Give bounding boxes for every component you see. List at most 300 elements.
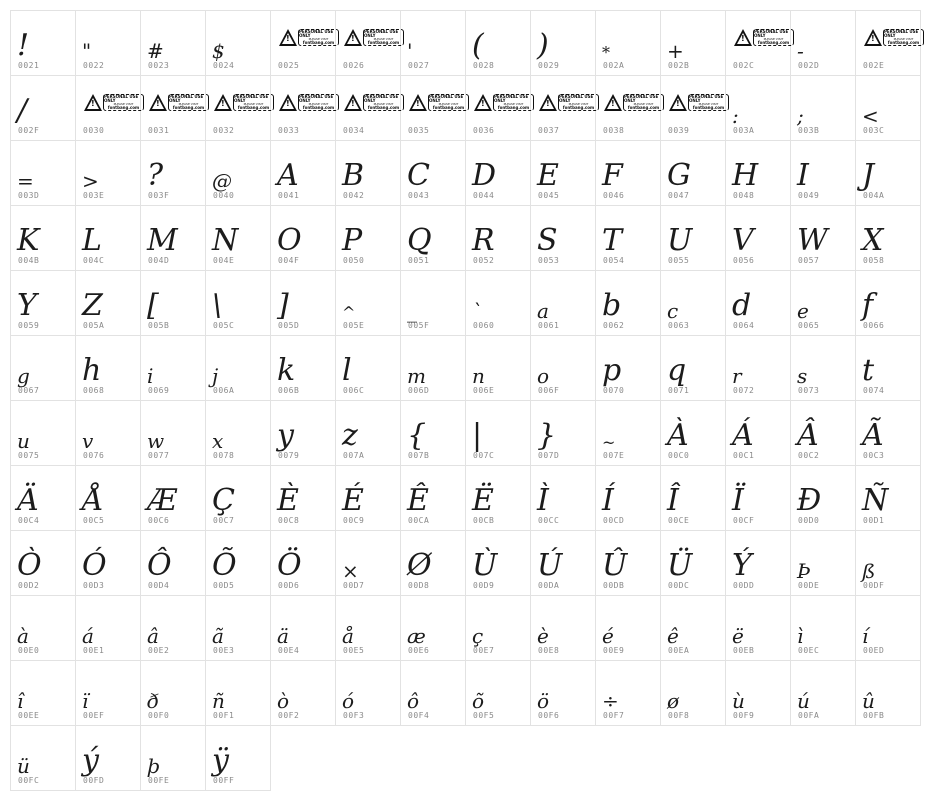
glyph-cell-0048[interactable] [725, 140, 791, 206]
glyph-cell-007c[interactable] [465, 400, 531, 466]
glyph-cell-00cc[interactable] [530, 465, 596, 531]
glyph-cell-0027[interactable] [400, 10, 466, 76]
glyph-cell-004a[interactable] [855, 140, 921, 206]
glyph-cell-0053[interactable] [530, 205, 596, 271]
glyph-cell-0035[interactable] [400, 75, 466, 141]
glyph-cell-0037[interactable] [530, 75, 596, 141]
glyph-cell-004d[interactable] [140, 205, 206, 271]
glyph-cell-0023[interactable] [140, 10, 206, 76]
glyph-preview: X [862, 223, 884, 258]
glyph-preview: Ò [17, 548, 42, 583]
glyph-preview: M [147, 223, 178, 258]
glyph-preview: õ [472, 689, 485, 713]
glyph-preview: ù [732, 689, 745, 713]
glyph-cell-0050[interactable] [335, 205, 401, 271]
glyph-preview: g [17, 364, 30, 388]
glyph-cell-00c6[interactable] [140, 465, 206, 531]
glyph-cell-005a[interactable] [75, 270, 141, 336]
glyph-codepoint: 004C [83, 256, 105, 265]
glyph-cell-00f3[interactable] [335, 660, 401, 726]
glyph-codepoint: 00C5 [83, 516, 105, 525]
glyph-codepoint: 004D [148, 256, 170, 265]
glyph-cell-005e[interactable] [335, 270, 401, 336]
glyph-cell-00c9[interactable] [335, 465, 401, 531]
glyph-cell-003f[interactable] [140, 140, 206, 206]
glyph-cell-0036[interactable] [465, 75, 531, 141]
badge-line-1: PERSONAL USE ONLY [559, 93, 594, 103]
glyph-preview: ^ [342, 303, 356, 322]
glyph-codepoint: 00ED [863, 646, 885, 655]
glyph-codepoint: 006D [408, 386, 430, 395]
glyph-cell-0033[interactable] [270, 75, 336, 141]
badge-text-box [883, 29, 924, 46]
glyph-cell-0078[interactable] [205, 400, 271, 466]
glyph-cell-00c2[interactable] [790, 400, 856, 466]
personal-use-badge [84, 92, 144, 112]
glyph-codepoint: 006B [278, 386, 300, 395]
glyph-cell-00cb[interactable] [465, 465, 531, 531]
glyph-preview: I [797, 158, 809, 193]
glyph-cell-0075[interactable] [10, 400, 76, 466]
glyph-preview: ( [472, 28, 484, 63]
glyph-cell-00f0[interactable] [140, 660, 206, 726]
glyph-cell-00e0[interactable] [10, 595, 76, 661]
glyph-cell-006d[interactable] [400, 335, 466, 401]
glyph-preview: Ø [407, 548, 432, 583]
glyph-cell-00e5[interactable] [335, 595, 401, 661]
glyph-preview: Ù [472, 548, 498, 583]
glyph-cell-0073[interactable] [790, 335, 856, 401]
glyph-cell-0062[interactable] [595, 270, 661, 336]
glyph-cell-0057[interactable] [790, 205, 856, 271]
glyph-cell-00fc[interactable] [10, 725, 76, 791]
glyph-preview: } [537, 418, 557, 453]
glyph-cell-0034[interactable] [335, 75, 401, 141]
glyph-cell-0070[interactable] [595, 335, 661, 401]
glyph-preview: G [667, 158, 691, 193]
badge-line-2: PLEASE VISIT [698, 101, 719, 106]
glyph-preview: [ [147, 288, 159, 323]
glyph-codepoint: 00FC [18, 776, 40, 785]
glyph-cell-0060[interactable] [465, 270, 531, 336]
glyph-preview: ] [277, 288, 289, 323]
glyph-cell-0046[interactable] [595, 140, 661, 206]
glyph-cell-007e[interactable] [595, 400, 661, 466]
glyph-codepoint: 0030 [83, 126, 105, 135]
glyph-cell-00ef[interactable] [75, 660, 141, 726]
glyph-cell-0038[interactable] [595, 75, 661, 141]
glyph-codepoint: 003C [863, 126, 885, 135]
glyph-cell-0072[interactable] [725, 335, 791, 401]
badge-line-1: PERSONAL USE ONLY [234, 93, 269, 103]
glyph-cell-00c0[interactable] [660, 400, 726, 466]
glyph-cell-0044[interactable] [465, 140, 531, 206]
glyph-cell-0067[interactable] [10, 335, 76, 401]
glyph-cell-00eb[interactable] [725, 595, 791, 661]
glyph-cell-0040[interactable] [205, 140, 271, 206]
glyph-cell-002a[interactable] [595, 10, 661, 76]
glyph-cell-0041[interactable] [270, 140, 336, 206]
glyph-cell-0032[interactable] [205, 75, 271, 141]
glyph-cell-00f5[interactable] [465, 660, 531, 726]
glyph-cell-00e2[interactable] [140, 595, 206, 661]
glyph-codepoint: 00D0 [798, 516, 820, 525]
glyph-codepoint: 00E6 [408, 646, 430, 655]
glyph-codepoint: 0070 [603, 386, 625, 395]
badge-line-1: PERSONAL USE ONLY [364, 93, 399, 103]
glyph-cell-00d1[interactable] [855, 465, 921, 531]
glyph-cell-005b[interactable] [140, 270, 206, 336]
personal-use-badge [149, 92, 209, 112]
glyph-cell-0063[interactable] [660, 270, 726, 336]
glyph-codepoint: 0041 [278, 191, 300, 200]
glyph-cell-00f1[interactable] [205, 660, 271, 726]
glyph-codepoint: 0038 [603, 126, 625, 135]
glyph-codepoint: 0060 [473, 321, 495, 330]
glyph-cell-002f[interactable] [10, 75, 76, 141]
glyph-cell-007b[interactable] [400, 400, 466, 466]
glyph-cell-0039[interactable] [660, 75, 726, 141]
glyph-cell-005d[interactable] [270, 270, 336, 336]
glyph-cell-00db[interactable] [595, 530, 661, 596]
glyph-cell-00de[interactable] [790, 530, 856, 596]
glyph-preview: ì [797, 624, 804, 648]
glyph-cell-00e1[interactable] [75, 595, 141, 661]
glyph-preview: _ [407, 299, 417, 323]
glyph-preview: O [277, 223, 302, 258]
glyph-preview: C [407, 158, 430, 193]
glyph-cell-00fd[interactable] [75, 725, 141, 791]
glyph-codepoint: 00E1 [83, 646, 105, 655]
glyph-cell-00ea[interactable] [660, 595, 726, 661]
glyph-preview: { [407, 418, 427, 453]
glyph-preview: f [862, 288, 874, 323]
glyph-cell-00d2[interactable] [10, 530, 76, 596]
glyph-preview: è [537, 624, 549, 648]
glyph-cell-00ca[interactable] [400, 465, 466, 531]
glyph-cell-00cf[interactable] [725, 465, 791, 531]
glyph-cell-002c[interactable] [725, 10, 791, 76]
glyph-cell-0071[interactable] [660, 335, 726, 401]
glyph-cell-0064[interactable] [725, 270, 791, 336]
glyph-cell-00fe[interactable] [140, 725, 206, 791]
glyph-cell-00ff[interactable] [205, 725, 271, 791]
glyph-codepoint: 00CC [538, 516, 560, 525]
glyph-cell-003b[interactable] [790, 75, 856, 141]
personal-use-badge [734, 27, 794, 47]
glyph-codepoint: 002D [798, 61, 820, 70]
glyph-cell-0028[interactable] [465, 10, 531, 76]
glyph-cell-0026[interactable] [335, 10, 401, 76]
glyph-cell-0045[interactable] [530, 140, 596, 206]
glyph-cell-0024[interactable] [205, 10, 271, 76]
glyph-codepoint: 0034 [343, 126, 365, 135]
glyph-cell-006f[interactable] [530, 335, 596, 401]
glyph-cell-00f8[interactable] [660, 660, 726, 726]
glyph-cell-0049[interactable] [790, 140, 856, 206]
glyph-cell-007a[interactable] [335, 400, 401, 466]
glyph-cell-00ed[interactable] [855, 595, 921, 661]
glyph-codepoint: 0073 [798, 386, 820, 395]
glyph-cell-004b[interactable] [10, 205, 76, 271]
glyph-preview: A [277, 158, 299, 193]
glyph-preview: ` [472, 299, 482, 323]
glyph-cell-00e4[interactable] [270, 595, 336, 661]
glyph-preview: J [862, 158, 875, 193]
badge-line-1: PERSONAL USE ONLY [494, 93, 529, 103]
glyph-preview: É [342, 483, 364, 518]
glyph-cell-00c8[interactable] [270, 465, 336, 531]
glyph-preview: F [602, 158, 623, 193]
glyph-codepoint: 0075 [18, 451, 40, 460]
glyph-codepoint: 00E9 [603, 646, 625, 655]
badge-line-3: fontbang.com [562, 104, 595, 110]
glyph-cell-0079[interactable] [270, 400, 336, 466]
glyph-cell-0061[interactable] [530, 270, 596, 336]
badge-line-2: PLEASE VISIT [178, 101, 199, 106]
glyph-preview: q [667, 353, 687, 388]
glyph-preview: T [602, 223, 623, 258]
glyph-cell-004c[interactable] [75, 205, 141, 271]
glyph-cell-0052[interactable] [465, 205, 531, 271]
badge-line-3: fontbang.com [237, 104, 270, 110]
badge-text-box [363, 94, 404, 111]
glyph-cell-00d0[interactable] [790, 465, 856, 531]
glyph-preview: # [147, 39, 164, 63]
glyph-cell-00e3[interactable] [205, 595, 271, 661]
glyph-codepoint: 0069 [148, 386, 170, 395]
glyph-cell-003e[interactable] [75, 140, 141, 206]
glyph-cell-0074[interactable] [855, 335, 921, 401]
glyph-codepoint: 005A [83, 321, 105, 330]
glyph-cell-0056[interactable] [725, 205, 791, 271]
personal-use-badge [474, 92, 534, 112]
glyph-cell-0051[interactable] [400, 205, 466, 271]
glyph-preview: Ö [277, 548, 302, 583]
glyph-preview: k [277, 353, 296, 388]
glyph-codepoint: 00EF [83, 711, 105, 720]
glyph-codepoint: 0045 [538, 191, 560, 200]
badge-line-2: PLEASE VISIT [633, 101, 654, 106]
badge-line-1: PERSONAL USE ONLY [299, 28, 334, 38]
glyph-cell-004e[interactable] [205, 205, 271, 271]
glyph-cell-0076[interactable] [75, 400, 141, 466]
glyph-cell-00c1[interactable] [725, 400, 791, 466]
glyph-cell-003a[interactable] [725, 75, 791, 141]
glyph-cell-00e8[interactable] [530, 595, 596, 661]
glyph-cell-00ee[interactable] [10, 660, 76, 726]
glyph-cell-007d[interactable] [530, 400, 596, 466]
glyph-cell-00d8[interactable] [400, 530, 466, 596]
glyph-cell-0055[interactable] [660, 205, 726, 271]
glyph-preview: í [862, 624, 869, 648]
glyph-cell-00d6[interactable] [270, 530, 336, 596]
glyph-codepoint: 0021 [18, 61, 40, 70]
glyph-codepoint: 0035 [408, 126, 430, 135]
glyph-cell-0077[interactable] [140, 400, 206, 466]
glyph-cell-00da[interactable] [530, 530, 596, 596]
glyph-preview: p [602, 353, 622, 388]
glyph-cell-004f[interactable] [270, 205, 336, 271]
glyph-cell-0029[interactable] [530, 10, 596, 76]
glyph-codepoint: 00C4 [18, 516, 40, 525]
glyph-cell-005c[interactable] [205, 270, 271, 336]
glyph-codepoint: 0074 [863, 386, 885, 395]
personal-use-badge [344, 92, 404, 112]
glyph-codepoint: 00FB [863, 711, 885, 720]
glyph-preview: ó [342, 689, 355, 713]
glyph-cell-006c[interactable] [335, 335, 401, 401]
glyph-codepoint: 005F [408, 321, 430, 330]
glyph-cell-0043[interactable] [400, 140, 466, 206]
glyph-cell-005f[interactable] [400, 270, 466, 336]
glyph-cell-0047[interactable] [660, 140, 726, 206]
glyph-codepoint: 007B [408, 451, 430, 460]
glyph-codepoint: 0049 [798, 191, 820, 200]
glyph-cell-0068[interactable] [75, 335, 141, 401]
badge-text-box [623, 94, 664, 111]
glyph-cell-00ce[interactable] [660, 465, 726, 531]
glyph-preview: Ì [537, 483, 549, 518]
glyph-codepoint: 0076 [83, 451, 105, 460]
glyph-cell-003d[interactable] [10, 140, 76, 206]
badge-line-1: PERSONAL USE ONLY [364, 28, 399, 38]
glyph-cell-0066[interactable] [855, 270, 921, 336]
glyph-preview: y [277, 418, 294, 453]
glyph-codepoint: 0031 [148, 126, 170, 135]
glyph-preview: ò [277, 689, 290, 713]
glyph-codepoint: 0067 [18, 386, 40, 395]
glyph-cell-00e6[interactable] [400, 595, 466, 661]
glyph-preview: Ç [212, 483, 235, 518]
warning-icon: ! [149, 94, 167, 111]
glyph-cell-0042[interactable] [335, 140, 401, 206]
glyph-cell-006e[interactable] [465, 335, 531, 401]
glyph-cell-00c7[interactable] [205, 465, 271, 531]
glyph-codepoint: 00D1 [863, 516, 885, 525]
personal-use-badge [279, 92, 339, 112]
glyph-cell-0021[interactable] [10, 10, 76, 76]
badge-line-2: PLEASE VISIT [503, 101, 524, 106]
glyph-cell-00f4[interactable] [400, 660, 466, 726]
glyph-cell-00c5[interactable] [75, 465, 141, 531]
glyph-preview: " [82, 39, 92, 63]
glyph-cell-002e[interactable] [855, 10, 921, 76]
glyph-codepoint: 00EB [733, 646, 755, 655]
glyph-codepoint: 003F [148, 191, 170, 200]
glyph-cell-00e9[interactable] [595, 595, 661, 661]
personal-use-badge [344, 27, 404, 47]
glyph-cell-00cd[interactable] [595, 465, 661, 531]
glyph-cell-00d3[interactable] [75, 530, 141, 596]
glyph-preview: ø [667, 689, 680, 713]
glyph-codepoint: 006E [473, 386, 495, 395]
glyph-codepoint: 004B [18, 256, 40, 265]
glyph-codepoint: 00C9 [343, 516, 365, 525]
glyph-cell-00ec[interactable] [790, 595, 856, 661]
glyph-cell-00d7[interactable] [335, 530, 401, 596]
glyph-cell-00dd[interactable] [725, 530, 791, 596]
glyph-preview: d [732, 288, 752, 323]
glyph-cell-0030[interactable] [75, 75, 141, 141]
glyph-cell-00f6[interactable] [530, 660, 596, 726]
glyph-preview: W [797, 223, 828, 258]
glyph-cell-00dc[interactable] [660, 530, 726, 596]
glyph-cell-0054[interactable] [595, 205, 661, 271]
glyph-cell-00d4[interactable] [140, 530, 206, 596]
glyph-cell-00df[interactable] [855, 530, 921, 596]
glyph-cell-006a[interactable] [205, 335, 271, 401]
glyph-preview: > [82, 169, 99, 193]
badge-line-3: fontbang.com [627, 104, 660, 110]
warning-icon: ! [214, 94, 232, 111]
glyph-codepoint: 00CD [603, 516, 625, 525]
glyph-codepoint: 00DF [863, 581, 885, 590]
glyph-cell-00fb[interactable] [855, 660, 921, 726]
glyph-preview: ? [147, 158, 164, 193]
glyph-codepoint: 0058 [863, 256, 885, 265]
personal-use-badge [669, 92, 729, 112]
glyph-codepoint: 0042 [343, 191, 365, 200]
glyph-preview: Ð [797, 483, 822, 518]
glyph-cell-0025[interactable] [270, 10, 336, 76]
glyph-cell-00d9[interactable] [465, 530, 531, 596]
glyph-preview: L [82, 223, 102, 258]
badge-text-box [753, 29, 794, 46]
badge-text-box [428, 94, 469, 111]
glyph-preview: w [147, 429, 165, 453]
glyph-cell-0059[interactable] [10, 270, 76, 336]
glyph-codepoint: 00F8 [668, 711, 690, 720]
glyph-cell-0031[interactable] [140, 75, 206, 141]
glyph-codepoint: 00C0 [668, 451, 690, 460]
glyph-codepoint: 0066 [863, 321, 885, 330]
glyph-cell-003c[interactable] [855, 75, 921, 141]
glyph-preview: ~ [602, 433, 616, 452]
glyph-cell-0069[interactable] [140, 335, 206, 401]
glyph-preview: Ô [147, 548, 172, 583]
glyph-preview: Î [667, 483, 679, 518]
glyph-cell-00f9[interactable] [725, 660, 791, 726]
glyph-preview: E [537, 158, 559, 193]
glyph-codepoint: 00F1 [213, 711, 235, 720]
glyph-cell-002d[interactable] [790, 10, 856, 76]
badge-line-1: PERSONAL USE ONLY [754, 28, 789, 38]
glyph-codepoint: 0048 [733, 191, 755, 200]
warning-icon: ! [734, 29, 752, 46]
glyph-cell-0022[interactable] [75, 10, 141, 76]
glyph-cell-00fa[interactable] [790, 660, 856, 726]
glyph-cell-0065[interactable] [790, 270, 856, 336]
glyph-codepoint: 0064 [733, 321, 755, 330]
glyph-preview: / [17, 93, 28, 128]
glyph-cell-002b[interactable] [660, 10, 726, 76]
glyph-codepoint: 007D [538, 451, 560, 460]
glyph-preview: * [602, 43, 610, 62]
glyph-cell-00e7[interactable] [465, 595, 531, 661]
glyph-cell-00d5[interactable] [205, 530, 271, 596]
glyph-cell-00c3[interactable] [855, 400, 921, 466]
glyph-preview: Ñ [862, 483, 889, 518]
glyph-cell-006b[interactable] [270, 335, 336, 401]
glyph-cell-00f7[interactable] [595, 660, 661, 726]
glyph-codepoint: 00CF [733, 516, 755, 525]
glyph-preview: K [17, 223, 40, 258]
glyph-cell-00f2[interactable] [270, 660, 336, 726]
glyph-cell-00c4[interactable] [10, 465, 76, 531]
glyph-codepoint: 00DE [798, 581, 820, 590]
glyph-cell-0058[interactable] [855, 205, 921, 271]
